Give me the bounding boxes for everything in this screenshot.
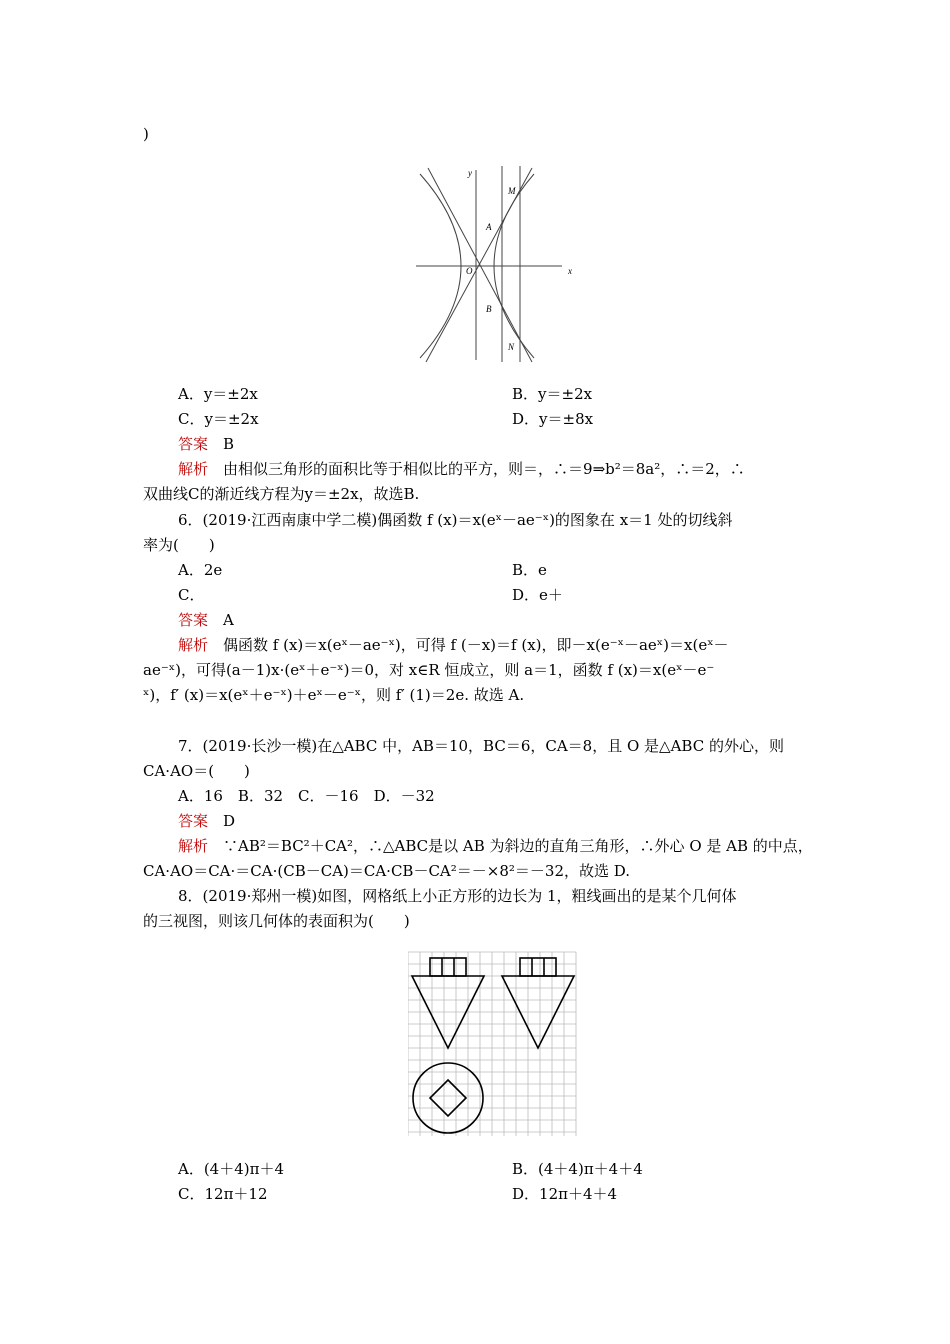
answer-value: B bbox=[223, 435, 235, 453]
analysis-label: 解析 bbox=[178, 636, 209, 654]
q5-analysis-line-2: 双曲线C的渐近线方程为y＝±2x，故选B. bbox=[143, 485, 420, 503]
front-view bbox=[412, 958, 484, 1048]
q8-stem-line-1: 8．(2019·郑州一模)如图，网格纸上小正方形的边长为 1，粗线画出的是某个几何体 bbox=[178, 887, 737, 905]
q6-option-a: A．2e bbox=[178, 561, 223, 579]
hyperbola-figure bbox=[410, 160, 580, 368]
answer-label: 答案 bbox=[178, 435, 209, 453]
q5-option-c: C．y＝±2x bbox=[178, 410, 259, 428]
q7-stem-line-2: CA·AO＝( ) bbox=[143, 762, 250, 780]
q5-answer bbox=[178, 434, 234, 454]
q5-option-b: B．y＝±2x bbox=[512, 385, 593, 403]
q8-option-c: C．12π＋12 bbox=[178, 1185, 268, 1203]
analysis-text: 由相似三角形的面积比等于相似比的平方，则＝，∴＝9⇒b²＝8a²，∴＝2，∴ bbox=[223, 460, 745, 478]
label-y: y bbox=[468, 168, 472, 178]
label-a: A bbox=[486, 222, 492, 232]
q8-option-d: D．12π＋4＋4 bbox=[512, 1185, 618, 1203]
q8-option-b: B．(4＋4)π＋4＋4 bbox=[512, 1160, 643, 1178]
answer-label: 答案 bbox=[178, 611, 209, 629]
q7-answer bbox=[178, 811, 235, 831]
label-x: x bbox=[568, 266, 572, 276]
analysis-text: 偶函数 f (x)＝x(eˣ－ae⁻ˣ)，可得 f (－x)＝f (x)，即－x(e⁻ˣ－aeˣ)＝x(eˣ－ bbox=[223, 636, 729, 654]
q7-analysis-line-2: CA·AO＝CA·＝CA·(CB－CA)＝CA·CB－CA²＝－×8²＝－32，故选 D. bbox=[143, 862, 631, 880]
q6-analysis-line-2: ae⁻ˣ)，可得(a－1)x·(eˣ＋e⁻ˣ)＝0，对 x∈R 恒成立，则 a＝1，函数 f (x)＝x(eˣ－e⁻ bbox=[143, 661, 715, 679]
q7-analysis-line-1 bbox=[178, 836, 813, 856]
q5-stem-tail: ) bbox=[143, 125, 149, 143]
q7-options: A．16 B．32 C．－16 D．－32 bbox=[178, 787, 435, 805]
q8-option-a: A．(4＋4)π＋4 bbox=[178, 1160, 285, 1178]
q6-stem-line-2: 率为( ) bbox=[143, 536, 215, 554]
answer-value: A bbox=[223, 611, 234, 629]
q6-option-d: D．e＋ bbox=[512, 586, 563, 604]
q6-option-c: C． bbox=[178, 586, 205, 604]
q8-stem-line-2: 的三视图，则该几何体的表面积为( ) bbox=[143, 912, 410, 930]
analysis-label: 解析 bbox=[178, 460, 209, 478]
answer-label: 答案 bbox=[178, 812, 209, 830]
label-n: N bbox=[508, 342, 515, 352]
analysis-label: 解析 bbox=[178, 837, 209, 855]
label-m: M bbox=[508, 186, 516, 196]
label-o: O bbox=[466, 266, 473, 276]
q5-analysis-line-1 bbox=[178, 459, 745, 479]
q7-stem-line-1: 7．(2019·长沙一模)在△ABC 中，AB＝10，BC＝6，CA＝8，且 O 是△ABC 的外心，则 bbox=[178, 737, 784, 755]
q6-analysis-line-3: ˣ)，f′ (x)＝x(eˣ＋e⁻ˣ)＋eˣ－e⁻ˣ，则 f′ (1)＝2e. 故选 A. bbox=[143, 686, 525, 704]
q6-option-b: B．e bbox=[512, 561, 547, 579]
analysis-text: ∵AB²＝BC²＋CA²，∴△ABC是以 AB 为斜边的直角三角形，∴外心 O 是 AB 的中点， bbox=[223, 837, 813, 855]
q5-option-d: D．y＝±8x bbox=[512, 410, 594, 428]
q6-stem-line-1: 6．(2019·江西南康中学二模)偶函数 f (x)＝x(eˣ－ae⁻ˣ)的图象在 x＝1 处的切线斜 bbox=[178, 511, 733, 529]
three-view-figure bbox=[408, 950, 580, 1138]
side-view bbox=[502, 958, 574, 1048]
label-b: B bbox=[486, 304, 492, 314]
answer-value: D bbox=[223, 812, 236, 830]
q6-answer bbox=[178, 610, 234, 630]
top-view bbox=[413, 1063, 483, 1133]
q5-option-a: A．y＝±2x bbox=[178, 385, 258, 403]
q6-analysis-line-1 bbox=[178, 635, 729, 655]
